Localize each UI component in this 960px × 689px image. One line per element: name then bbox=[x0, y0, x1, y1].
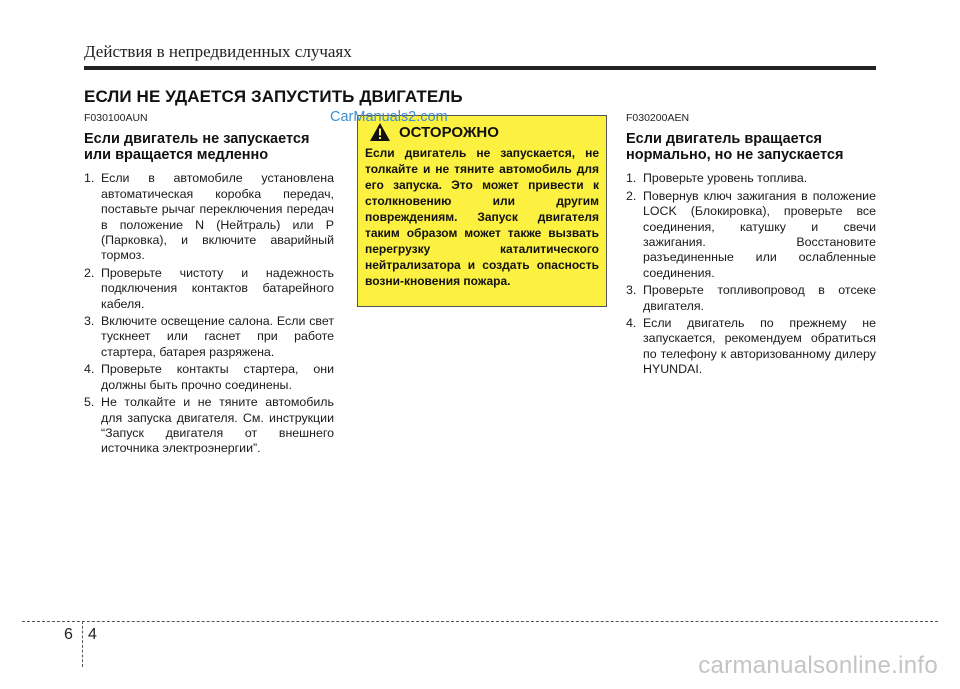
step-text: Повернув ключ зажигания в положение LOCK (Блокировка), проверьте все соединения, катушку и свечи зажигания. Восстановите разъединенные или ослабленные соединения. bbox=[643, 188, 876, 280]
step-number: 4. bbox=[626, 316, 637, 331]
warning-title: ОСТОРОЖНО bbox=[399, 123, 499, 141]
footer-rule bbox=[22, 621, 938, 622]
step-number: 2. bbox=[626, 188, 637, 203]
watermark-text: CarManuals2.com bbox=[330, 109, 448, 125]
sub-heading-line: нормально, но не запускается bbox=[626, 147, 844, 164]
sub-heading bbox=[84, 131, 334, 163]
step-number: 1. bbox=[626, 171, 637, 186]
steps-list bbox=[84, 171, 334, 456]
step-text: Если в автомобиле установлена автоматическая коробка передач, поставьте рычаг переключения передач в положение N (Нейтраль) или P (Парковка), и включите аварийный тормоз. bbox=[101, 171, 334, 263]
header-rule bbox=[84, 66, 876, 70]
list-item bbox=[84, 395, 334, 457]
step-number: 2. bbox=[84, 265, 95, 280]
list-item bbox=[84, 362, 334, 393]
footer-divider bbox=[82, 621, 83, 667]
step-text: Проверьте чистоту и надежность подключения контактов батарейного кабеля. bbox=[101, 265, 334, 311]
sub-heading-line: Если двигатель вращается bbox=[626, 131, 822, 148]
page-header-title: Действия в непредвиденных случаях bbox=[84, 42, 352, 61]
site-watermark: carmanualsonline.info bbox=[698, 652, 938, 679]
step-text: Проверьте топливопровод в отсеке двигателя. bbox=[643, 283, 876, 313]
step-number: 3. bbox=[84, 314, 95, 329]
sub-heading bbox=[626, 131, 876, 163]
warning-triangle-icon bbox=[369, 122, 391, 142]
list-item bbox=[626, 316, 876, 378]
list-item bbox=[626, 189, 876, 281]
right-column bbox=[626, 111, 876, 380]
list-item bbox=[626, 283, 876, 314]
sub-heading-line: или вращается медленно bbox=[84, 147, 269, 164]
step-text: Проверьте уровень топлива. bbox=[643, 171, 808, 186]
warning-box bbox=[357, 115, 607, 307]
step-text: Не толкайте и не тяните автомобиль для запуска двигателя. См. инструкции “Запуск двигателя от внешнего источника электроэнергии”. bbox=[101, 395, 334, 456]
page-number: 4 bbox=[88, 626, 97, 643]
section-title: ЕСЛИ НЕ УДАЕТСЯ ЗАПУСТИТЬ ДВИГАТЕЛЬ bbox=[84, 87, 463, 106]
list-item bbox=[84, 171, 334, 263]
sub-heading-line: Если двигатель не запускается bbox=[84, 131, 310, 148]
step-text: Если двигатель по прежнему не запускается, рекомендуем обратиться по телефону к авторизованному дилеру HYUNDAI. bbox=[643, 316, 876, 377]
step-number: 1. bbox=[84, 171, 95, 186]
step-number: 5. bbox=[84, 395, 95, 410]
list-item bbox=[84, 314, 334, 360]
warning-header bbox=[365, 122, 599, 142]
step-text: Проверьте контакты стартера, они должны быть прочно соединены. bbox=[101, 362, 334, 392]
step-number: 4. bbox=[84, 362, 95, 377]
steps-list bbox=[626, 171, 876, 377]
left-column bbox=[84, 111, 334, 459]
chapter-number: 6 bbox=[64, 626, 73, 643]
step-number: 3. bbox=[626, 283, 637, 298]
step-text: Включите освещение салона. Если свет тускнеет или гаснет при работе стартера, батарея разряжена. bbox=[101, 314, 334, 359]
warning-text: Если двигатель не запускается, не толкайте и не тяните автомобиль для его запуска. Это может привести к столкновению или другим повреждениям. Запуск двигателя таким образом может также вызвать перегрузку каталитического нейтрализатора и создать опасность возни-кновения пожара. bbox=[365, 146, 599, 288]
section-code: F030100AUN bbox=[84, 112, 148, 124]
list-item bbox=[626, 171, 876, 186]
list-item bbox=[84, 266, 334, 312]
section-code: F030200AEN bbox=[626, 112, 690, 124]
